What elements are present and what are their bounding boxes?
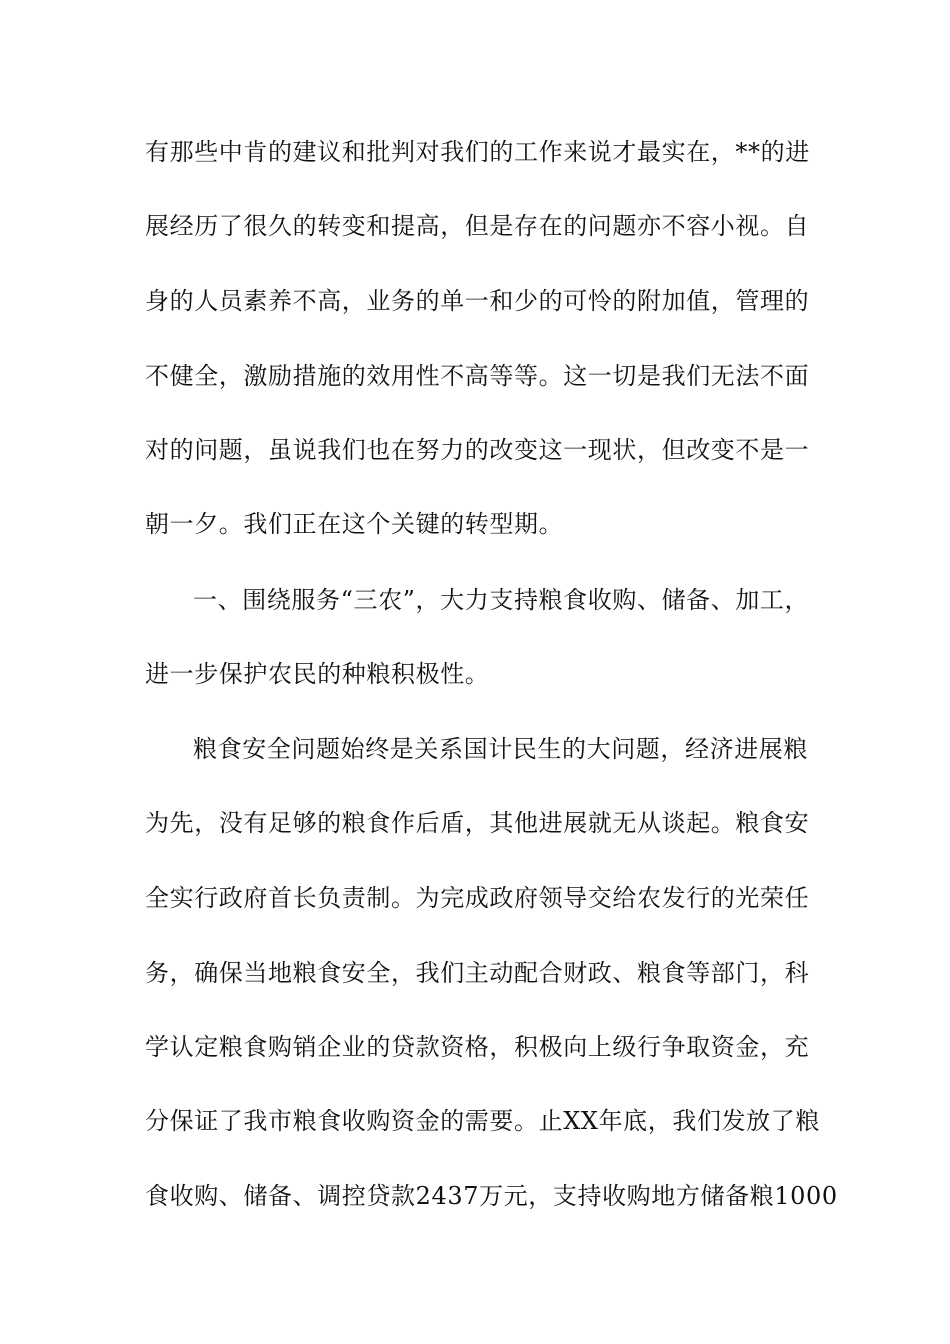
body-text-line: 全实行政府首长负责制。为完成政府领导交给农发行的光荣任 [145, 884, 810, 912]
body-text-line: 有那些中肯的建议和批判对我们的工作来说才最实在，**的进 [145, 138, 810, 166]
body-text-line: 粮食安全问题始终是关系国计民生的大问题，经济进展粮 [193, 735, 808, 763]
body-text-line: 分保证了我市粮食收购资金的需要。止XX年底，我们发放了粮 [145, 1107, 820, 1135]
section-heading-line: 一、围绕服务“三农”，大力支持粮食收购、储备、加工， [193, 586, 810, 614]
body-text-line: 不健全，激励措施的效用性不高等等。这一切是我们无法不面 [145, 362, 810, 390]
body-text-line: 学认定粮食购销企业的贷款资格，积极向上级行争取资金，充 [145, 1033, 810, 1061]
body-text-line: 为先，没有足够的粮食作后盾，其他进展就无从谈起。粮食安 [145, 809, 810, 837]
body-text-line: 对的问题，虽说我们也在努力的改变这一现状，但改变不是一 [145, 436, 810, 464]
body-text-line: 身的人员素养不高，业务的单一和少的可怜的附加值，管理的 [145, 287, 810, 315]
body-text-line: 食收购、储备、调控贷款2437万元，支持收购地方储备粮1000 [145, 1182, 838, 1210]
body-text-line: 务，确保当地粮食安全，我们主动配合财政、粮食等部门，科 [145, 959, 810, 987]
body-text-line: 朝一夕。我们正在这个关键的转型期。 [145, 510, 564, 538]
section-heading-line: 进一步保护农民的种粮积极性。 [145, 660, 490, 688]
body-text-line: 展经历了很久的转变和提高，但是存在的问题亦不容小视。自 [145, 212, 810, 240]
